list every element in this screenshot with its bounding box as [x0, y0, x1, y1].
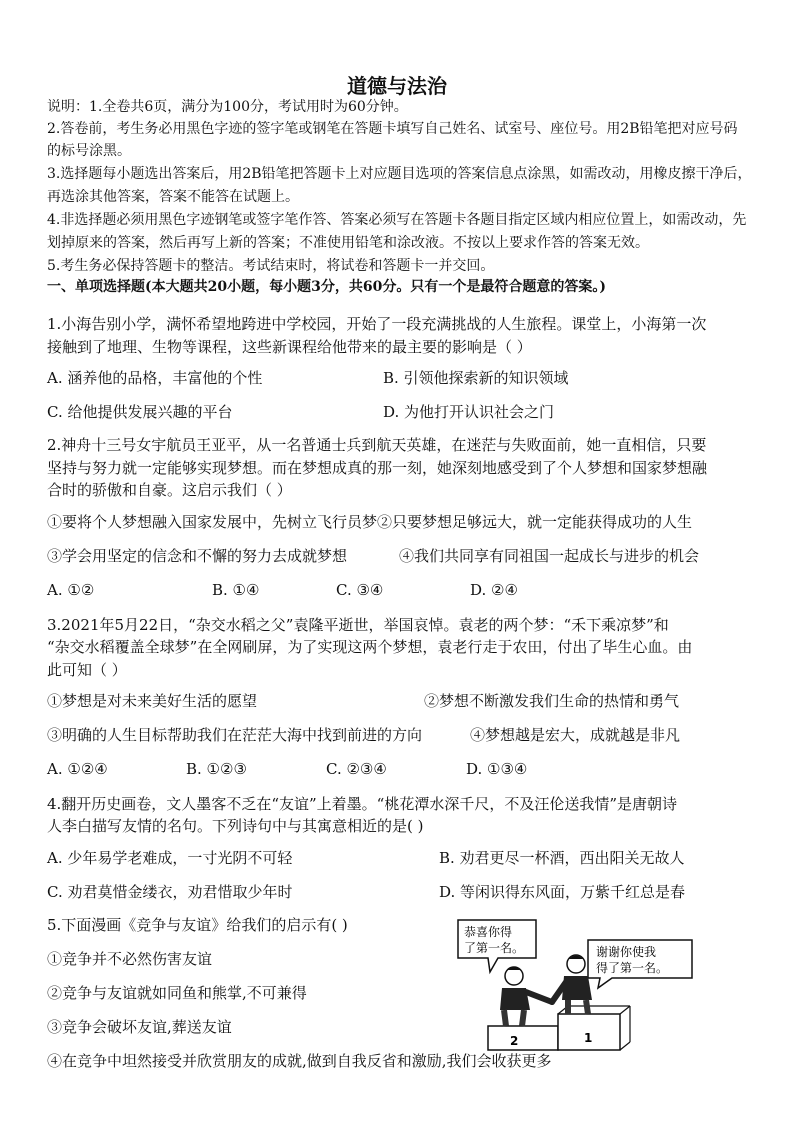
question-5-stem: 5.下面漫画《竞争与友谊》给我们的启示有( ): [47, 916, 348, 934]
question-2-stem: 合时的骄傲和自豪。这启示我们（ ）: [47, 481, 292, 499]
instruction-line: 3.选择题每小题选出答案后，用2B铅笔把答题卡上对应题目选项的答案信息点涂黑，如需改动，用橡皮擦干净后，: [47, 166, 752, 182]
left-person-figure: [500, 967, 552, 1026]
bubble-right-text: 得了第一名。: [596, 961, 669, 975]
q5-statement-4: ④在竞争中坦然接受并欣赏朋友的成就,做到自我反省和激励,我们会收获更多: [47, 1052, 552, 1070]
question-1-stem: 1.小海告别小学，满怀希望地跨进中学校园，开始了一段充满挑战的人生旅程。课堂上，小海第一次: [47, 315, 707, 333]
q1-option-d: D. 为他打开认识社会之门: [383, 403, 555, 421]
podium-first-label: 1: [584, 1031, 593, 1045]
q4-option-a: A. 少年易学老难成，一寸光阴不可轻: [47, 849, 293, 867]
question-3-stem: 3.2021年5月22日，“杂交水稻之父”袁隆平逝世，举国哀悼。袁老的两个梦：“禾下乘凉梦”和: [47, 616, 669, 634]
instruction-line: 的标号涂黑。: [47, 143, 131, 159]
competition-friendship-cartoon: [448, 914, 700, 1052]
q2-option-b: B. ①④: [212, 581, 260, 599]
bubble-right-text: 谢谢你使我: [596, 945, 657, 959]
q3-statement-2: ②梦想不断激发我们生命的热情和勇气: [424, 692, 680, 710]
q3-statement-4: ④梦想越是宏大，成就越是非凡: [470, 726, 681, 744]
q2-statement-1-2: ①要将个人梦想融入国家发展中，先树立飞行员梦②只要梦想足够远大，就一定能获得成功的人生: [47, 513, 693, 531]
question-1-stem: 接触到了地理、生物等课程，这些新课程给他带来的最主要的影响是（ ）: [47, 338, 532, 356]
q1-option-c: C. 给他提供发展兴趣的平台: [47, 403, 233, 421]
q4-option-c: C. 劝君莫惜金缕衣，劝君惜取少年时: [47, 883, 293, 901]
q5-statement-2: ②竞争与友谊就如同鱼和熊掌,不可兼得: [47, 984, 307, 1002]
instruction-line: 划掉原来的答案，然后再写上新的答案；不准使用铅笔和涂改液。不按以上要求作答的答案无效。: [47, 235, 649, 251]
instruction-line: 说明：1.全卷共6页，满分为100分，考试用时为60分钟。: [47, 99, 408, 115]
q3-statement-1: ①梦想是对未来美好生活的愿望: [47, 692, 258, 710]
q2-option-a: A. ①②: [47, 581, 95, 599]
podium-second-label: 2: [510, 1034, 519, 1048]
left-speech-bubble: [458, 920, 536, 972]
instruction-line: 5.考生务必保持答题卡的整洁。考试结束时，将试卷和答题卡一并交回。: [47, 258, 495, 274]
q5-statement-3: ③竞争会破坏友谊,葬送友谊: [47, 1018, 232, 1036]
q3-option-b: B. ①②③: [186, 760, 247, 778]
q1-option-b: B. 引领他探索新的知识领域: [383, 369, 569, 387]
right-person-figure: [552, 955, 592, 1014]
q4-option-d: D. 等闲识得东风面，万紫千红总是春: [439, 883, 686, 901]
instruction-line: 2.答卷前，考生务必用黑色字迹的签字笔或钢笔在答题卡填写自己姓名、试室号、座位号。用2B铅笔把对应号码: [47, 121, 738, 137]
q3-option-c: C. ②③④: [326, 760, 387, 778]
right-speech-bubble: [588, 940, 692, 988]
q3-option-d: D. ①③④: [466, 760, 528, 778]
bubble-left-text: 恭喜你得: [464, 925, 513, 939]
q1-option-a: A. 涵养他的品格，丰富他的个性: [47, 369, 263, 387]
q4-option-b: B. 劝君更尽一杯酒，西出阳关无故人: [439, 849, 685, 867]
question-3-stem: “杂交水稻覆盖全球梦”在全网刷屏，为了实现这两个梦想，袁老行走于农田，付出了毕生心血。由: [47, 638, 693, 656]
bubble-left-text: 了第一名。: [464, 941, 525, 955]
section-heading: 一、单项选择题(本大题共20小题，每小题3分，共60分。只有一个是最符合题意的答案。): [47, 279, 606, 295]
q2-statement-4: ④我们共同享有同祖国一起成长与进步的机会: [399, 547, 700, 565]
q2-option-c: C. ③④: [336, 581, 384, 599]
question-2-stem: 2.神舟十三号女宇航员王亚平，从一名普通士兵到航天英雄，在迷茫与失败面前，她一直相信，只要: [47, 436, 707, 454]
q2-option-d: D. ②④: [470, 581, 518, 599]
podium: [488, 1006, 630, 1050]
instruction-line: 再选涂其他答案，答案不能答在试题上。: [47, 189, 299, 205]
instruction-line: 4.非选择题必须用黑色字迹钢笔或签字笔作答、答案必须写在答题卡各题目指定区域内相应位置上，如需改动，先: [47, 212, 747, 228]
question-2-stem: 坚持与努力就一定能够实现梦想。而在梦想成真的那一刻，她深刻地感受到了个人梦想和国家梦想融: [47, 459, 708, 477]
q5-statement-1: ①竞争并不必然伤害友谊: [47, 950, 213, 968]
question-4-stem: 人李白描写友情的名句。下列诗句中与其寓意相近的是( ): [47, 817, 424, 835]
page-title: 道德与法治: [347, 74, 447, 98]
question-4-stem: 4.翻开历史画卷，文人墨客不乏在“友谊”上着墨。“桃花潭水深千尺，不及汪伦送我情”是唐朝诗: [47, 795, 677, 813]
q3-option-a: A. ①②④: [47, 760, 108, 778]
q2-statement-3: ③学会用坚定的信念和不懈的努力去成就梦想: [47, 547, 348, 565]
q3-statement-3: ③明确的人生目标帮助我们在茫茫大海中找到前进的方向: [47, 726, 423, 744]
question-3-stem: 此可知（ ）: [47, 661, 127, 679]
